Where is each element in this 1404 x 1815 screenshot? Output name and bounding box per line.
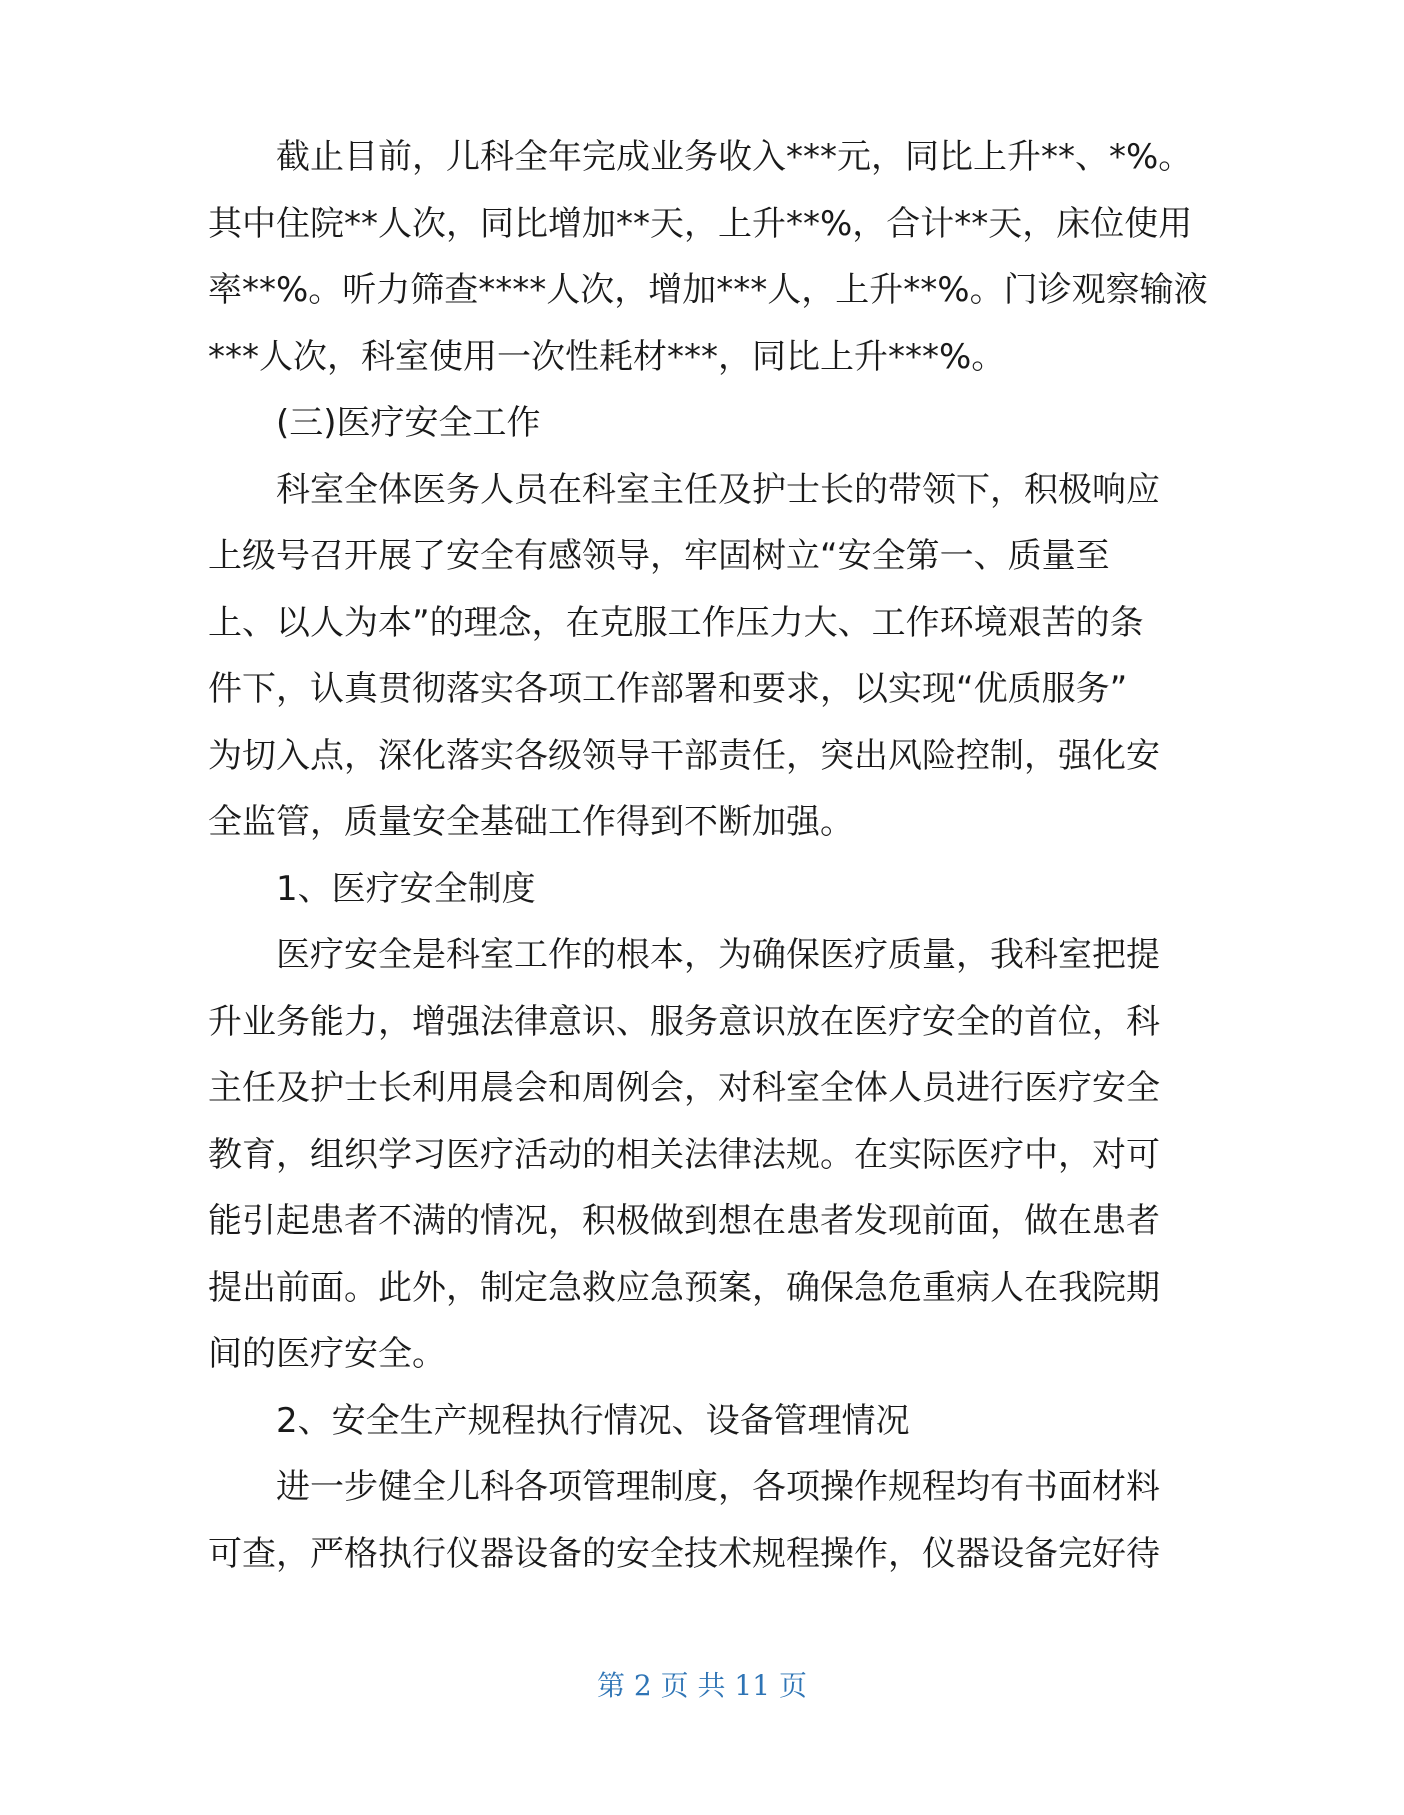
text-line: 进一步健全儿科各项管理制度，各项操作规程均有书面材料 — [276, 1467, 1160, 1507]
text-line: 1、医疗安全制度 — [276, 868, 536, 909]
text-line: 教育，组织学习医疗活动的相关法律法规。在实际医疗中，对可 — [208, 1134, 1160, 1175]
text-line: 截止目前，儿科全年完成业务收入***元，同比上升**、*%。 — [276, 137, 1193, 177]
text-line: 为切入点，深化落实各级领导干部责任，突出风险控制，强化安 — [208, 735, 1160, 776]
text-line: 其中住院**人次，同比增加**天，上升**%，合计**天，床位使用 — [208, 203, 1193, 244]
text-line: 升业务能力，增强法律意识、服务意识放在医疗安全的首位，科 — [208, 1001, 1160, 1042]
text-line: 能引起患者不满的情况，积极做到想在患者发现前面，做在患者 — [208, 1201, 1160, 1241]
text-line: 件下，认真贯彻落实各项工作部署和要求，以实现“优质服务” — [208, 669, 1128, 709]
text-line: 上级号召开展了安全有感领导，牢固树立“安全第一、质量至 — [208, 536, 1110, 576]
text-line: 提出前面。此外，制定急救应急预案，确保急危重病人在我院期 — [208, 1267, 1160, 1308]
text-line: ***人次，科室使用一次性耗材***，同比上升***%。 — [208, 336, 1006, 377]
text-line: 科室全体医务人员在科室主任及护士长的带领下，积极响应 — [276, 469, 1160, 510]
text-line: 全监管，质量安全基础工作得到不断加强。 — [208, 802, 854, 842]
text-line: 医疗安全是科室工作的根本，为确保医疗质量，我科室把提 — [276, 935, 1160, 975]
text-line: (三)医疗安全工作 — [276, 403, 541, 443]
text-line: 2、安全生产规程执行情况、设备管理情况 — [276, 1400, 910, 1441]
text-line: 上、以人为本”的理念，在克服工作压力大、工作环境艰苦的条 — [208, 602, 1144, 643]
text-line: 率**%。听力筛查****人次，增加***人，上升**%。门诊观察输液 — [208, 270, 1208, 310]
text-line: 主任及护士长利用晨会和周例会，对科室全体人员进行医疗安全 — [208, 1068, 1160, 1108]
text-line: 间的医疗安全。 — [208, 1334, 446, 1374]
page-number-footer: 第 2 页 共 11 页 — [597, 1669, 807, 1702]
text-line: 可查，严格执行仪器设备的安全技术规程操作，仪器设备完好待 — [208, 1533, 1160, 1574]
document-body — [208, 124, 1228, 1587]
